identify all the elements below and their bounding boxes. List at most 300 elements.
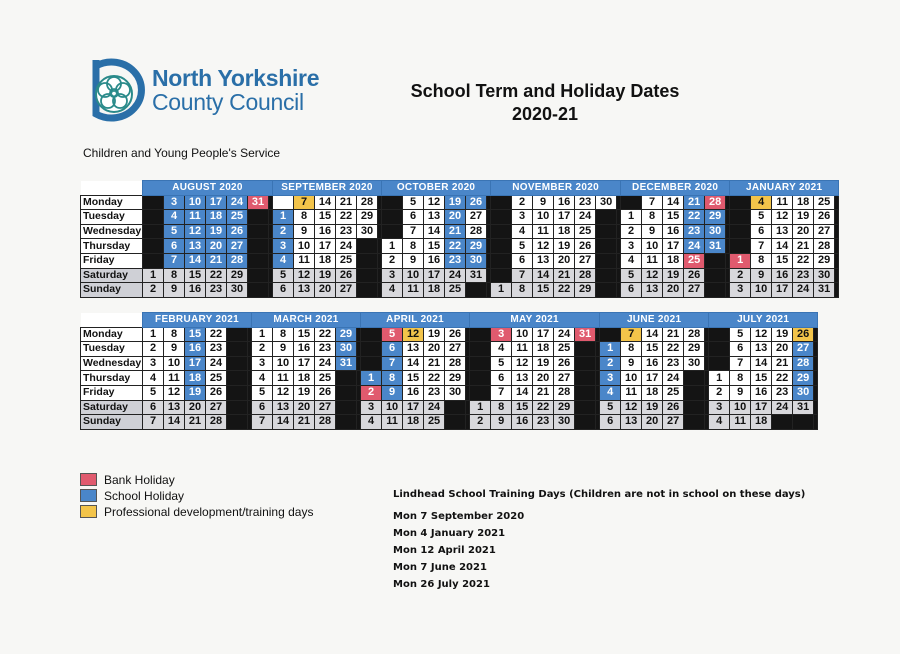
day-cell: 29 (554, 400, 575, 415)
day-cell: 13 (273, 400, 294, 415)
day-cell (336, 415, 357, 430)
day-cell (491, 268, 512, 283)
day-cell: 21 (294, 415, 315, 430)
day-cell: 31 (575, 327, 596, 342)
day-cell: 7 (143, 415, 164, 430)
day-cell: 5 (403, 195, 424, 210)
day-cell (730, 224, 751, 239)
day-cell: 24 (684, 239, 705, 254)
day-cell: 19 (424, 327, 445, 342)
day-cell: 5 (491, 356, 512, 371)
weekday-row (81, 224, 839, 239)
day-cell: 27 (663, 415, 684, 430)
month-header: JANUARY 2021 (730, 181, 839, 196)
day-cell: 23 (533, 415, 554, 430)
training-days-notes (393, 489, 805, 596)
day-cell: 28 (793, 356, 814, 371)
day-cell: 15 (424, 239, 445, 254)
day-cell: 8 (751, 253, 772, 268)
weekday-row (81, 253, 839, 268)
day-cell (730, 210, 751, 225)
day-cell: 14 (403, 356, 424, 371)
day-cell (143, 210, 164, 225)
day-cell: 13 (621, 415, 642, 430)
day-cell: 12 (642, 268, 663, 283)
day-cell: 11 (730, 415, 751, 430)
day-cell: 4 (621, 253, 642, 268)
weekday-row (81, 195, 839, 210)
day-cell: 1 (491, 283, 512, 298)
day-cell: 16 (403, 385, 424, 400)
day-cell: 27 (315, 400, 336, 415)
day-cell: 22 (533, 400, 554, 415)
day-cell: 30 (684, 356, 705, 371)
day-cell (596, 283, 617, 298)
day-cell (445, 415, 466, 430)
day-cell (361, 327, 382, 342)
day-cell: 11 (382, 415, 403, 430)
day-label: Tuesday (81, 210, 143, 225)
day-cell: 6 (252, 400, 273, 415)
day-cell: 4 (709, 415, 730, 430)
day-cell: 26 (315, 385, 336, 400)
day-cell: 19 (533, 356, 554, 371)
day-cell: 24 (793, 283, 814, 298)
day-cell: 13 (642, 283, 663, 298)
day-label: Thursday (81, 239, 143, 254)
day-cell: 24 (227, 195, 248, 210)
day-cell: 13 (533, 253, 554, 268)
day-cell: 30 (466, 253, 487, 268)
day-cell: 8 (164, 327, 185, 342)
month-separator (814, 342, 818, 357)
month-separator (835, 195, 839, 210)
day-cell (470, 342, 491, 357)
day-cell: 7 (382, 356, 403, 371)
day-cell: 16 (512, 415, 533, 430)
day-cell: 9 (621, 356, 642, 371)
day-cell: 11 (533, 224, 554, 239)
day-cell: 13 (403, 342, 424, 357)
day-cell: 3 (621, 239, 642, 254)
month-separator (835, 239, 839, 254)
day-cell: 27 (445, 342, 466, 357)
day-cell (575, 385, 596, 400)
day-cell: 22 (315, 327, 336, 342)
day-cell: 6 (730, 342, 751, 357)
day-cell: 30 (445, 385, 466, 400)
day-cell: 7 (294, 195, 315, 210)
day-cell: 23 (424, 385, 445, 400)
day-cell: 18 (424, 283, 445, 298)
training-date: Mon 26 July 2021 (393, 579, 490, 590)
day-cell: 9 (273, 342, 294, 357)
day-cell: 12 (164, 385, 185, 400)
month-header: MARCH 2021 (252, 313, 361, 328)
day-cell: 25 (315, 371, 336, 386)
day-cell: 2 (600, 356, 621, 371)
day-cell: 7 (730, 356, 751, 371)
day-cell (248, 239, 269, 254)
day-cell: 1 (252, 327, 273, 342)
day-cell: 12 (403, 327, 424, 342)
day-label: Saturday (81, 400, 143, 415)
day-cell (705, 283, 726, 298)
day-cell: 25 (575, 224, 596, 239)
day-cell: 23 (575, 195, 596, 210)
day-cell: 28 (315, 415, 336, 430)
service-subtitle: Children and Young People's Service (83, 146, 281, 160)
day-cell: 1 (709, 371, 730, 386)
weekday-row (81, 400, 818, 415)
day-cell: 29 (684, 342, 705, 357)
day-cell: 23 (315, 342, 336, 357)
day-cell: 24 (554, 327, 575, 342)
day-cell: 14 (533, 268, 554, 283)
day-cell: 8 (730, 371, 751, 386)
day-cell: 10 (164, 356, 185, 371)
day-cell (491, 195, 512, 210)
day-cell (357, 283, 378, 298)
day-cell (730, 239, 751, 254)
day-cell: 3 (164, 195, 185, 210)
day-cell: 16 (663, 224, 684, 239)
day-cell: 12 (185, 224, 206, 239)
month-separator (835, 210, 839, 225)
legend-label: School Holiday (104, 488, 185, 503)
day-cell: 14 (512, 385, 533, 400)
weekday-row (81, 210, 839, 225)
month-separator (814, 400, 818, 415)
day-cell: 18 (315, 253, 336, 268)
day-cell: 10 (403, 268, 424, 283)
day-cell: 10 (294, 239, 315, 254)
day-cell: 28 (466, 224, 487, 239)
day-cell: 10 (533, 210, 554, 225)
day-cell: 29 (357, 210, 378, 225)
day-cell: 23 (206, 342, 227, 357)
day-cell: 7 (642, 195, 663, 210)
day-cell (730, 195, 751, 210)
day-cell: 22 (684, 210, 705, 225)
day-cell: 30 (814, 268, 835, 283)
day-cell: 6 (164, 239, 185, 254)
day-cell: 21 (336, 195, 357, 210)
day-cell: 29 (466, 239, 487, 254)
day-cell: 8 (642, 210, 663, 225)
month-separator (835, 268, 839, 283)
day-cell: 30 (336, 342, 357, 357)
day-cell: 31 (336, 356, 357, 371)
day-cell: 28 (357, 195, 378, 210)
day-cell: 29 (705, 210, 726, 225)
weekday-row (81, 415, 818, 430)
day-cell: 20 (445, 210, 466, 225)
day-cell: 3 (491, 327, 512, 342)
day-cell: 21 (206, 253, 227, 268)
day-cell: 20 (663, 283, 684, 298)
day-label: Friday (81, 385, 143, 400)
day-cell: 3 (382, 268, 403, 283)
day-cell: 2 (273, 224, 294, 239)
day-label: Friday (81, 253, 143, 268)
day-cell: 15 (533, 283, 554, 298)
day-cell (491, 210, 512, 225)
day-cell: 2 (361, 385, 382, 400)
day-cell: 2 (621, 224, 642, 239)
day-cell: 17 (403, 400, 424, 415)
day-cell: 23 (206, 283, 227, 298)
day-cell (470, 356, 491, 371)
weekday-row (81, 371, 818, 386)
day-cell: 2 (143, 342, 164, 357)
day-cell: 9 (382, 385, 403, 400)
day-cell: 23 (336, 224, 357, 239)
day-cell: 17 (294, 356, 315, 371)
day-cell: 30 (227, 283, 248, 298)
day-cell: 28 (554, 385, 575, 400)
month-header: FEBRUARY 2021 (143, 313, 252, 328)
day-cell: 5 (512, 239, 533, 254)
day-cell: 21 (533, 385, 554, 400)
day-cell (709, 356, 730, 371)
day-cell (705, 253, 726, 268)
day-cell: 30 (705, 224, 726, 239)
day-cell: 11 (294, 253, 315, 268)
day-cell: 5 (164, 224, 185, 239)
day-cell: 5 (382, 327, 403, 342)
day-cell: 18 (751, 415, 772, 430)
day-cell (621, 195, 642, 210)
day-cell (357, 239, 378, 254)
day-cell: 21 (793, 239, 814, 254)
month-separator (835, 224, 839, 239)
day-cell: 22 (663, 342, 684, 357)
day-cell: 1 (382, 239, 403, 254)
month-separator (814, 356, 818, 371)
day-cell (684, 415, 705, 430)
day-cell: 21 (445, 224, 466, 239)
day-cell: 14 (315, 195, 336, 210)
day-cell: 25 (814, 195, 835, 210)
day-cell: 21 (424, 356, 445, 371)
day-cell: 16 (424, 253, 445, 268)
day-cell: 26 (684, 268, 705, 283)
month-header: AUGUST 2020 (143, 181, 273, 196)
school-holiday-swatch-icon (80, 489, 97, 502)
day-cell (336, 371, 357, 386)
day-cell: 12 (533, 239, 554, 254)
day-cell (575, 356, 596, 371)
day-cell: 21 (554, 268, 575, 283)
day-cell: 29 (336, 327, 357, 342)
day-cell: 20 (424, 342, 445, 357)
day-cell: 27 (206, 400, 227, 415)
day-cell: 10 (382, 400, 403, 415)
day-cell: 16 (315, 224, 336, 239)
month-separator (814, 415, 818, 430)
day-cell: 17 (533, 327, 554, 342)
day-cell (227, 385, 248, 400)
day-cell (470, 327, 491, 342)
header-spacer (81, 181, 143, 196)
day-cell: 31 (793, 400, 814, 415)
day-cell: 4 (600, 385, 621, 400)
day-cell: 12 (273, 385, 294, 400)
day-cell: 28 (814, 239, 835, 254)
day-cell: 12 (621, 400, 642, 415)
day-cell: 14 (642, 327, 663, 342)
day-cell: 18 (185, 371, 206, 386)
day-cell (361, 356, 382, 371)
day-label: Wednesday (81, 224, 143, 239)
day-cell: 26 (554, 356, 575, 371)
day-cell: 8 (512, 283, 533, 298)
day-cell: 27 (466, 210, 487, 225)
day-cell: 25 (206, 371, 227, 386)
day-cell: 30 (357, 224, 378, 239)
day-cell: 11 (512, 342, 533, 357)
day-cell: 5 (273, 268, 294, 283)
day-cell: 5 (751, 210, 772, 225)
day-cell: 16 (642, 356, 663, 371)
day-cell: 24 (206, 356, 227, 371)
day-cell: 19 (793, 210, 814, 225)
day-cell: 12 (772, 210, 793, 225)
day-cell (709, 327, 730, 342)
day-cell: 8 (491, 400, 512, 415)
day-cell: 9 (164, 283, 185, 298)
day-cell: 11 (642, 253, 663, 268)
day-cell: 6 (403, 210, 424, 225)
day-cell: 16 (185, 283, 206, 298)
day-cell: 25 (684, 253, 705, 268)
day-cell: 11 (185, 210, 206, 225)
training-date: Mon 7 June 2021 (393, 562, 487, 573)
day-cell (273, 195, 294, 210)
day-cell: 26 (206, 385, 227, 400)
day-cell: 16 (554, 195, 575, 210)
day-cell: 15 (772, 253, 793, 268)
day-cell (575, 415, 596, 430)
day-cell: 27 (814, 224, 835, 239)
day-cell: 27 (793, 342, 814, 357)
day-cell: 17 (751, 400, 772, 415)
training-date: Mon 7 September 2020 (393, 511, 525, 522)
logo-title-line1: North Yorkshire (152, 65, 320, 91)
weekday-row (81, 239, 839, 254)
day-cell: 8 (164, 268, 185, 283)
day-cell: 6 (491, 371, 512, 386)
day-cell (248, 210, 269, 225)
day-cell: 11 (273, 371, 294, 386)
day-cell: 13 (185, 239, 206, 254)
day-cell: 14 (164, 415, 185, 430)
day-cell: 26 (814, 210, 835, 225)
day-cell: 22 (554, 283, 575, 298)
day-cell: 5 (730, 327, 751, 342)
day-cell: 10 (730, 400, 751, 415)
calendar-table-spring-summer (80, 312, 818, 430)
day-cell: 21 (684, 195, 705, 210)
day-cell: 1 (143, 268, 164, 283)
day-cell: 25 (336, 253, 357, 268)
legend (80, 472, 313, 520)
day-cell: 20 (206, 239, 227, 254)
day-cell: 17 (315, 239, 336, 254)
day-cell (596, 210, 617, 225)
day-cell: 17 (642, 371, 663, 386)
day-cell: 6 (273, 283, 294, 298)
day-cell (575, 400, 596, 415)
day-cell: 1 (730, 253, 751, 268)
day-cell: 8 (273, 327, 294, 342)
day-cell (596, 224, 617, 239)
day-cell: 22 (772, 371, 793, 386)
day-cell: 14 (772, 239, 793, 254)
day-cell: 26 (445, 327, 466, 342)
day-cell: 18 (793, 195, 814, 210)
day-cell: 26 (227, 224, 248, 239)
day-cell (445, 400, 466, 415)
day-cell: 9 (730, 385, 751, 400)
day-cell (684, 371, 705, 386)
day-cell: 7 (751, 239, 772, 254)
day-cell: 3 (252, 356, 273, 371)
day-cell: 29 (793, 371, 814, 386)
day-cell: 13 (512, 371, 533, 386)
day-cell: 28 (684, 327, 705, 342)
day-cell: 15 (663, 210, 684, 225)
day-cell: 26 (336, 268, 357, 283)
day-cell: 11 (164, 371, 185, 386)
page-title (380, 80, 710, 126)
day-cell: 8 (403, 239, 424, 254)
day-cell: 25 (227, 210, 248, 225)
day-cell: 20 (294, 400, 315, 415)
month-header: DECEMBER 2020 (621, 181, 730, 196)
day-cell: 17 (206, 195, 227, 210)
day-cell: 19 (663, 268, 684, 283)
day-cell: 4 (252, 371, 273, 386)
day-cell: 19 (294, 385, 315, 400)
day-cell (357, 268, 378, 283)
day-cell: 31 (814, 283, 835, 298)
day-cell (143, 224, 164, 239)
day-cell: 14 (663, 195, 684, 210)
day-cell: 23 (793, 268, 814, 283)
day-cell (575, 342, 596, 357)
day-cell: 30 (793, 385, 814, 400)
day-cell: 30 (554, 415, 575, 430)
day-cell (227, 371, 248, 386)
day-cell: 26 (663, 400, 684, 415)
month-separator (814, 371, 818, 386)
day-cell: 24 (424, 400, 445, 415)
day-cell: 15 (294, 327, 315, 342)
day-cell: 9 (751, 268, 772, 283)
day-cell: 4 (751, 195, 772, 210)
day-cell (684, 385, 705, 400)
header-spacer (81, 313, 143, 328)
day-cell: 15 (751, 371, 772, 386)
day-cell: 19 (315, 268, 336, 283)
day-cell: 29 (227, 268, 248, 283)
page-title-year: 2020-21 (511, 104, 579, 124)
training-days-title: Lindhead School Training Days (Children are not in school on these days) (393, 489, 806, 500)
day-cell: 2 (709, 385, 730, 400)
day-cell: 1 (470, 400, 491, 415)
